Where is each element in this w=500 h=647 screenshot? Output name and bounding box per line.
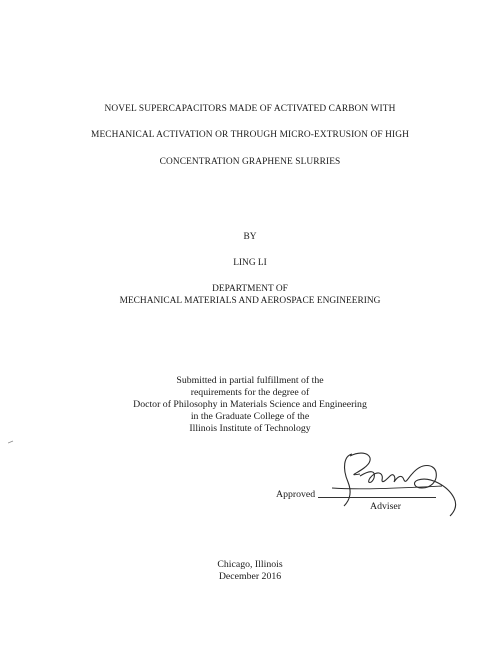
submission-line-4: in the Graduate College of the bbox=[190, 411, 310, 422]
thesis-title-line-3: CONCENTRATION GRAPHENE SLURRIES bbox=[159, 157, 341, 167]
thesis-title-line-1: NOVEL SUPERCAPACITORS MADE OF ACTIVATED CARBON WITH bbox=[104, 104, 396, 114]
submission-line-2: requirements for the degree of bbox=[190, 387, 310, 398]
adviser-label: Adviser bbox=[370, 501, 402, 512]
author-name: LING LI bbox=[233, 258, 267, 268]
scan-speck bbox=[8, 440, 14, 444]
submission-date: December 2016 bbox=[218, 571, 282, 582]
thesis-title-line-2: MECHANICAL ACTIVATION OR THROUGH MICRO-EXTRUSION OF HIGH bbox=[91, 130, 409, 140]
location: Chicago, Illinois bbox=[217, 559, 283, 570]
submission-line-3: Doctor of Philosophy in Materials Science and Engineering bbox=[133, 399, 367, 410]
submission-line-5: Illinois Institute of Technology bbox=[189, 423, 311, 434]
department-line-2: MECHANICAL MATERIALS AND AEROSPACE ENGINEERING bbox=[119, 296, 381, 306]
approved-label: Approved bbox=[276, 489, 316, 500]
submission-line-1: Submitted in partial fulfillment of the bbox=[176, 375, 324, 386]
signature-line bbox=[318, 497, 436, 498]
department-line-1: DEPARTMENT OF bbox=[212, 284, 288, 294]
by-label: BY bbox=[243, 232, 257, 242]
